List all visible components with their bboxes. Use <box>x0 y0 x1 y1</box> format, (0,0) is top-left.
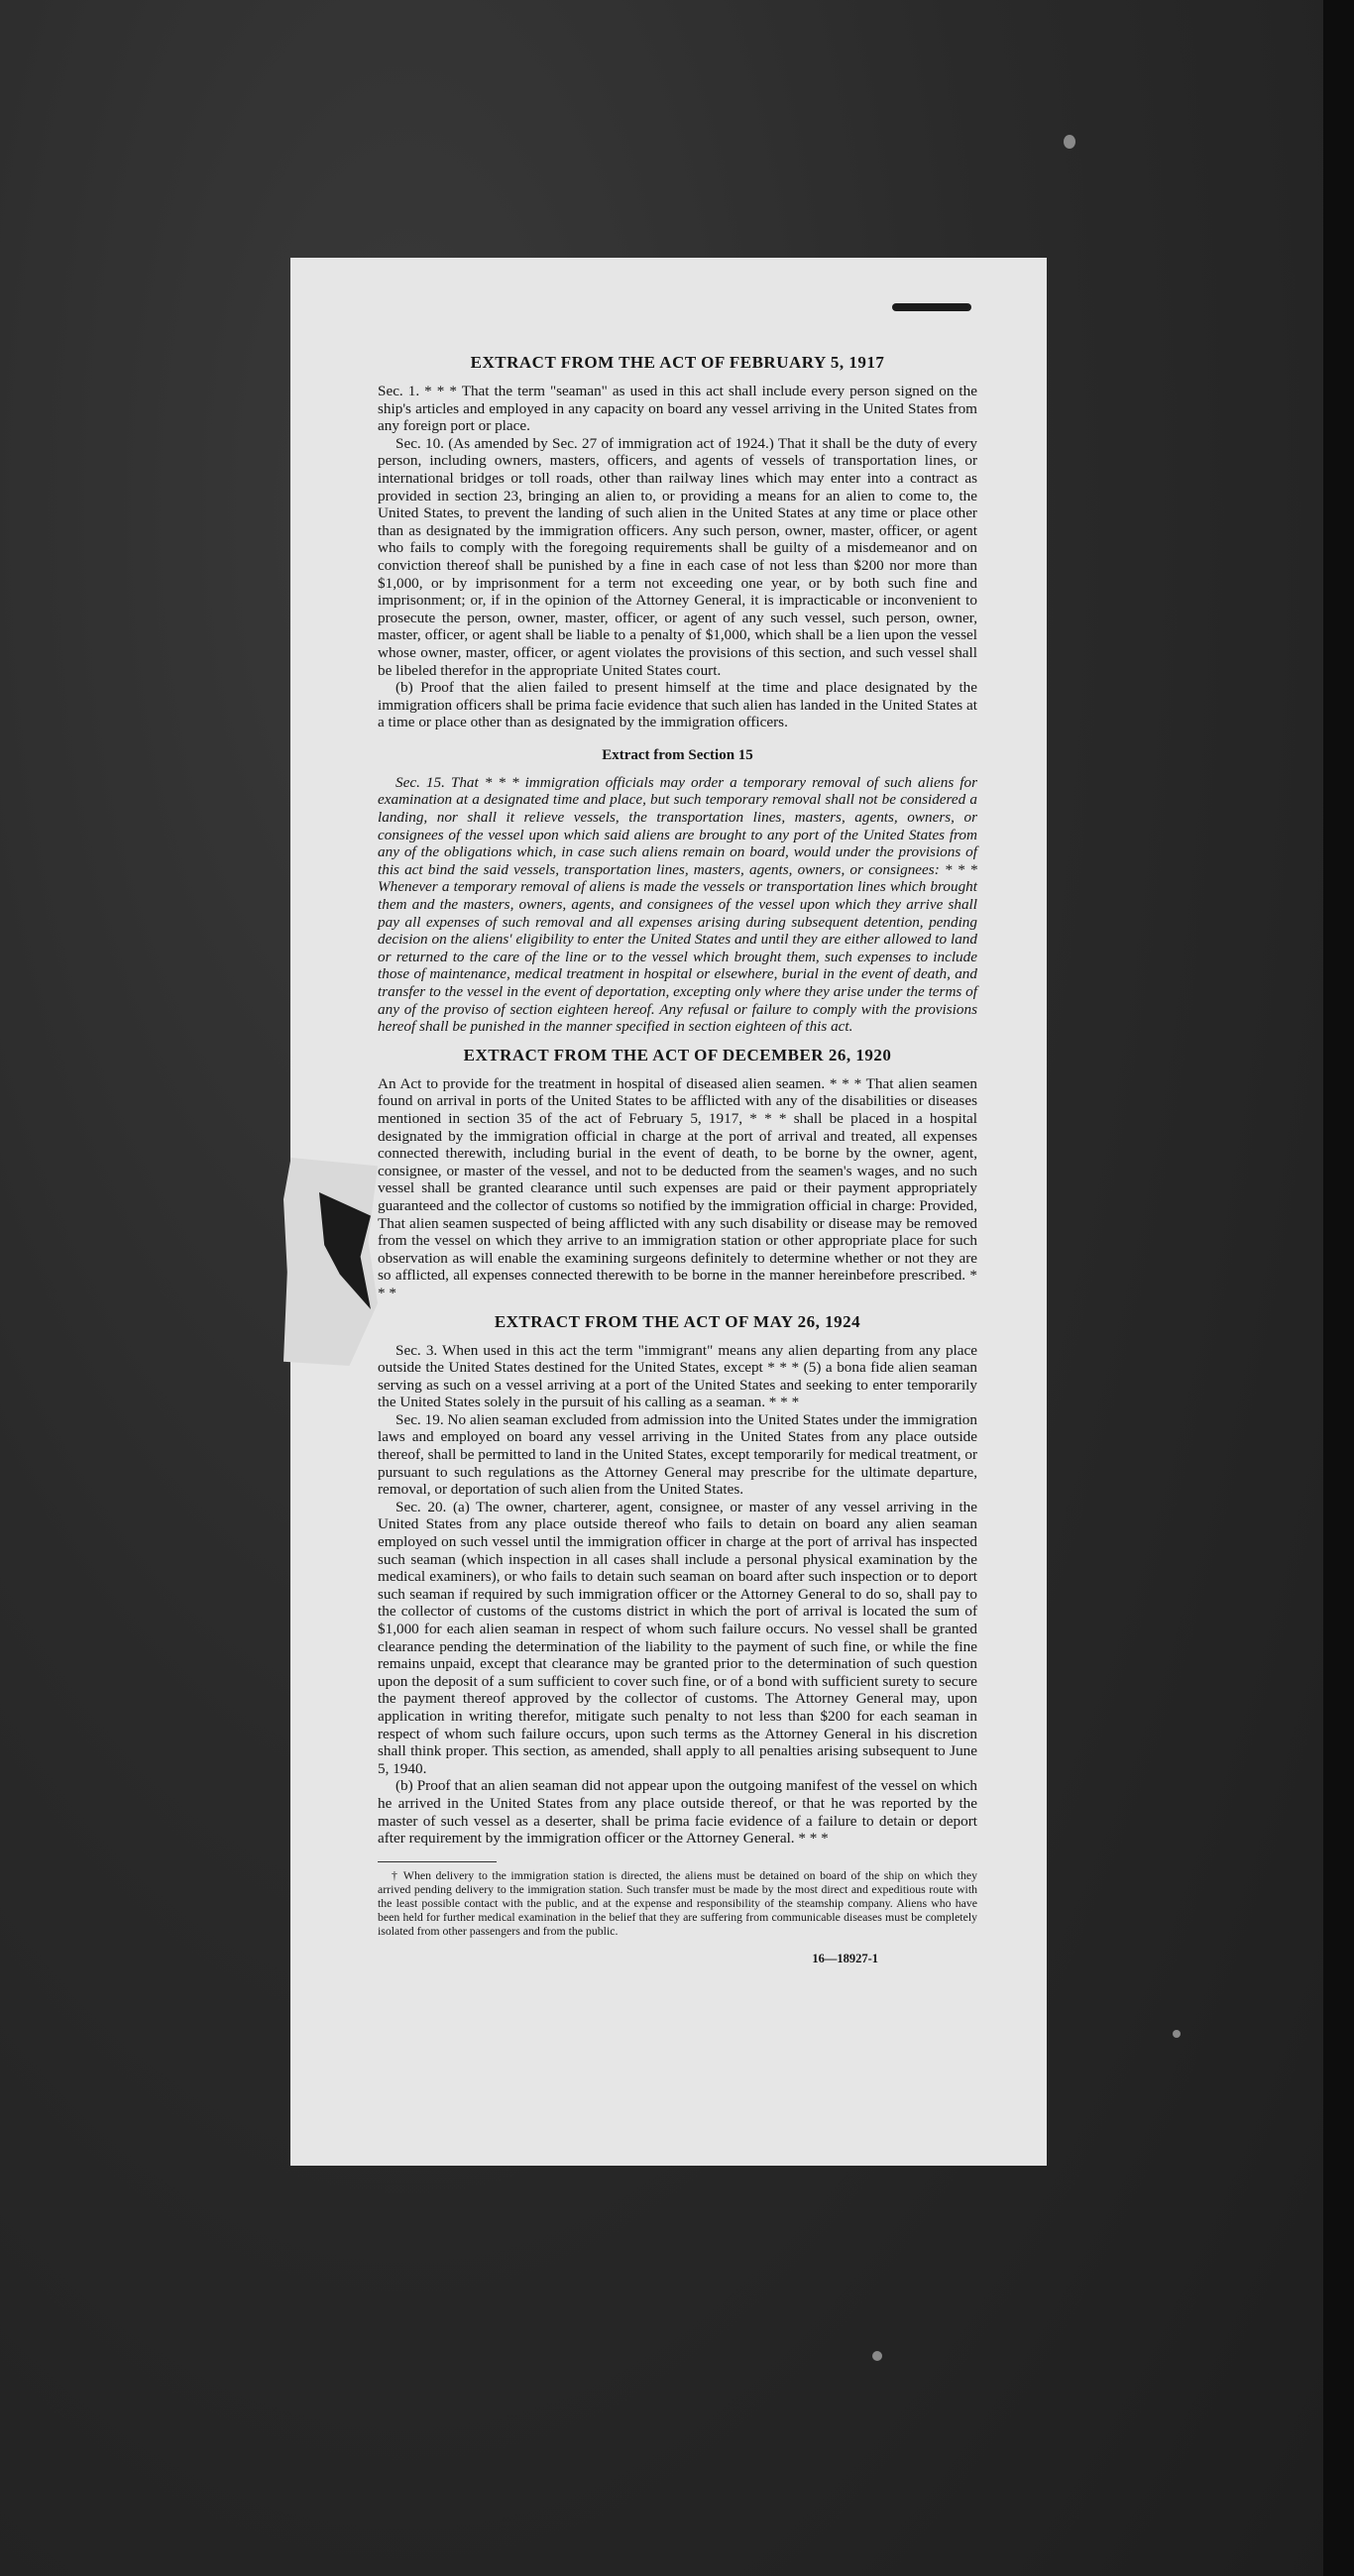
section-heading: EXTRACT FROM THE ACT OF MAY 26, 1924 <box>494 1311 861 1331</box>
section-15-extract <box>378 747 977 1036</box>
document-number: 16—18927-1 <box>812 1951 878 1965</box>
section-heading: EXTRACT FROM THE ACT OF FEBRUARY 5, 1917 <box>470 353 885 372</box>
ink-smudge <box>892 303 971 311</box>
scanner-edge <box>1323 0 1354 2576</box>
section-heading: EXTRACT FROM THE ACT OF DECEMBER 26, 1920 <box>463 1045 892 1064</box>
section-act-1917 <box>378 353 977 731</box>
dust-speck <box>1173 2030 1181 2038</box>
paragraph-sec-3: Sec. 3. When used in this act the term "immigrant" means any alien departing from any place outside the United States destined for the United States, except * * * (5) a bona fide alien seaman serving as such on a vessel arriving at a port of the United States and seeking to enter temporarily the United States solely in the pursuit of his calling as a seaman. * * * <box>378 1341 977 1411</box>
paragraph-act-1920: An Act to provide for the treatment in hospital of diseased alien seamen. * * * That alien seamen found on arrival in ports of the United States to be afflicted with any of the disabilities or diseases mentioned in section 35 of the act of February 5, 1917, * * * shall be placed in a hospital designated by the immigration official in charge at the port of arrival and treated, all expenses connected therewith, including burial in the event of death, to be borne by the owner, agent, consignee, or master of the vessel, and not to be deducted from the seamen's wages, and no such vessel shall be granted clearance until such expenses are paid or their payment appropriately guaranteed and the collector of customs so notified by the immigration official in charge: Provided, That alien seamen suspected of being afflicted with any such disability or disease may be removed from the vessel on which they arrive to an immigration station or other appropriate place for such observation as will enable the examining surgeons definitely to determine whether or not they are so afflicted, all expenses connected therewith to be borne in the manner hereinbefore prescribed. * * * <box>378 1074 977 1301</box>
paragraph-sec-1: Sec. 1. * * * That the term "seaman" as used in this act shall include every person signed on the ship's articles and employed in any capacity on board any vessel arriving in the United States from any foreign port or place. <box>378 383 977 435</box>
section-act-1924 <box>378 1312 977 1848</box>
section-act-1920 <box>378 1046 977 1302</box>
dust-speck <box>1064 135 1075 149</box>
paragraph-sec-20-b: (b) Proof that an alien seaman did not appear upon the outgoing manifest of the vessel on which he arrived in the United States from any place outside thereof, or that he was reported by the master of such vessel as a deserter, shall be prima facie evidence of a failure to detain or deport after requirement by the immigration officer or the Attorney General. * * * <box>378 1777 977 1848</box>
paragraph-sec-10-b: (b) Proof that the alien failed to present himself at the time and place designated by the immigration officers shall be prima facie evidence that such alien has landed in the United States at a time or place other than as designated by the immigration officers. <box>378 679 977 731</box>
section-heading: Extract from Section 15 <box>602 746 753 763</box>
paragraph-sec-20-a: Sec. 20. (a) The owner, charterer, agent, consignee, or master of any vessel arriving in the United States from any place outside thereof who fails to detain on board any alien seaman employed on such vessel until the immigration officer in charge at the port of arrival has inspected such seaman (which inspection in all cases shall include a personal physical examination by the medical examiners), or who fails to detain such seaman on board after such inspection or to deport such seaman if required by such immigration officer or the Attorney General to do so, shall pay to the collector of customs of the customs district in which the port of arrival is located the sum of $1,000 for each alien seaman in respect of whom such failure occurs. No vessel shall be granted clearance pending the determination of the liability to the payment of such fine, or while the fine remains unpaid, except that clearance may be granted prior to the determination of such question upon the deposit of a sum sufficient to cover such fine, or of a bond with sufficient surety to secure the payment thereof approved by the collector of customs. The Attorney General may, upon application in writing therefor, mitigate such penalty to not less than $200 for each seaman in respect of whom such failure occurs, upon such terms as the Attorney General in his discretion shall think proper. This section, as amended, shall apply to all penalties arising subsequent to June 5, 1940. <box>378 1498 977 1777</box>
dust-speck <box>872 2351 882 2361</box>
paragraph-sec-10: Sec. 10. (As amended by Sec. 27 of immigration act of 1924.) That it shall be the duty of every person, including owners, masters, officers, and agents of vessels of transportation lines, or international bridges or toll roads, other than railway lines which may enter into a contract as provided in section 23, bringing an alien to, or providing a means for an alien to come to, the United States, to prevent the landing of such alien in the United States at any time or place other than as designated by the immigration officers. Any such person, owner, master, officer, or agent who fails to comply with the foregoing requirements shall be guilty of a misdemeanor and on conviction thereof shall be punished by a fine in each case of not less than $200 nor more than $1,000, or by imprisonment for a term not exceeding one year, or by both such fine and imprisonment; or, if in the opinion of the Attorney General, it is impracticable or inconvenient to prosecute the person, owner, master, officer, or agent of any such vessel, such person, owner, master, officer, or agent shall be liable to a penalty of $1,000, which shall be a lien upon the vessel whose owner, master, officer, or agent violates the provisions of this section, and such vessel shall be libeled therefor in the appropriate United States court. <box>378 434 977 679</box>
document-page <box>290 258 1047 2166</box>
torn-corner <box>283 1158 378 1366</box>
paragraph-sec-15: Sec. 15. That * * * immigration officials may order a temporary removal of such aliens for examination at a designated time and place, but such temporary removal shall not be considered a landing, nor shall it relieve vessels, the transportation lines, masters, agents, owners, or consignees of the vessel upon which said aliens are brought to any port of the United States from any of the obligations which, in case such aliens remain on board, would under the provisions of this act bind the said vessels, transportation lines, masters, agents, owners, or consignees: * * * Whenever a temporary removal of aliens is made the vessels or transportation lines which brought them and the masters, owners, agents, and consignees of the vessel upon which they arrive shall pay all expenses of such removal and all expenses arising during subsequent detention, pending decision on the aliens' eligibility to enter the United States and until they are either allowed to land or returned to the care of the line or to the vessel which brought them, such expenses to include those of maintenance, medical treatment in hospital or elsewhere, burial in the event of death, and transfer to the vessel in the event of deportation, excepting only where they arise under the terms of any of the proviso of section eighteen hereof. Any refusal or failure to comply with the provisions hereof shall be punished in the manner specified in section eighteen of this act. <box>378 773 977 1036</box>
paragraph-sec-19: Sec. 19. No alien seaman excluded from admission into the United States under the immigration laws and employed on board any vessel arriving in the United States from any place outside thereof, shall be permitted to land in the United States, except temporarily for medical treatment, or pursuant to such regulations as the Attorney General may prescribe for the ultimate departure, removal, or deportation of such alien from the United States. <box>378 1410 977 1499</box>
footnote-divider <box>378 1861 497 1862</box>
footnote: † When delivery to the immigration station is directed, the aliens must be detained on board of the ship on which they arrived pending delivery to the immigration station. Such transfer must be made by the most direct and expeditious route with the least possible contact with the public, and at the expense and responsibility of the steamship company. Aliens who have been held for further medical examination in the belief that they are suffering from communicable diseases must be completely isolated from other passengers and from the public. <box>378 1867 977 1938</box>
